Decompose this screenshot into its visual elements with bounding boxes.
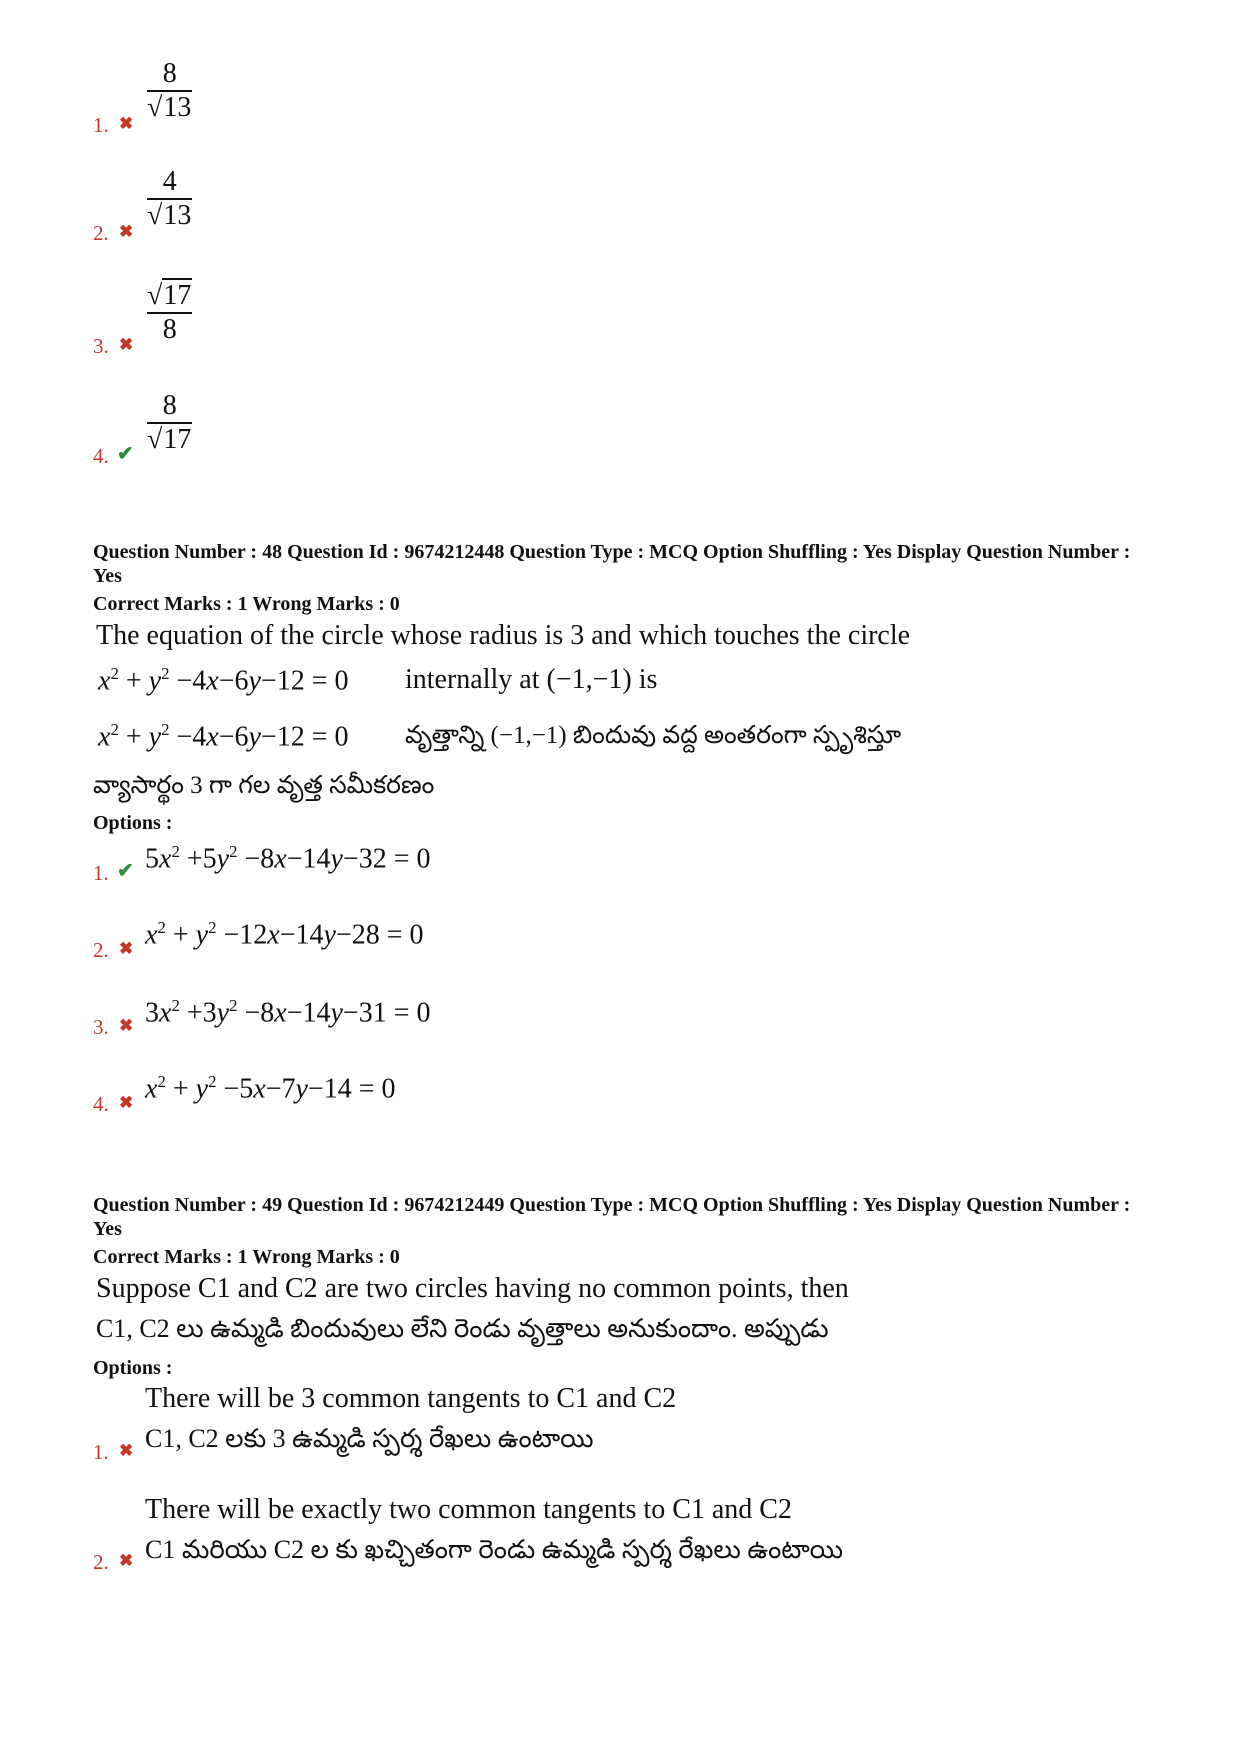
q49-text-en: Suppose C1 and C2 are two circles having no common points, then: [96, 1273, 849, 1304]
option-number: 1.: [93, 113, 109, 137]
denominator: 8: [162, 314, 177, 346]
correct-mark-icon: ✔: [117, 443, 134, 465]
numerator: 8: [162, 58, 177, 89]
q48-text-en-2: internally at (−1,−1) is: [405, 664, 658, 695]
numerator: 4: [162, 166, 177, 197]
wrong-mark-icon: ✖: [119, 1551, 134, 1570]
option-number: 1.: [93, 861, 109, 885]
option-equation: $5x^2 +5y^2 -8x-14y-32 = 0$: [145, 842, 431, 875]
wrong-mark-icon: ✖: [119, 1441, 134, 1460]
option-equation: $x^2 + y^2 -12x-14y-28 = 0$: [145, 918, 424, 951]
q49-options-label: Options :: [93, 1357, 173, 1379]
wrong-mark-icon: ✖: [119, 1093, 134, 1112]
fraction: 8 √13: [147, 58, 192, 124]
q48-text-te-1: వృత్తాన్ని (−1,−1) బిందువు వద్ద అంతరంగా స్పృశిస్తూ: [405, 722, 902, 749]
q48-text-te-2: వ్యాసార్థం 3 గా గల వృత్త సమీకరణం: [93, 772, 435, 799]
fraction: 4 √13: [147, 166, 192, 232]
option-number: 2.: [93, 1550, 109, 1574]
option-text-en: There will be 3 common tangents to C1 and C2: [145, 1383, 677, 1414]
q49-marks: Correct Marks : 1 Wrong Marks : 0: [93, 1246, 400, 1268]
option-equation: $3x^2 +3y^2 -8x-14y-31 = 0$: [145, 996, 431, 1029]
wrong-mark-icon: ✖: [119, 335, 134, 354]
option-number: 4.: [93, 1092, 109, 1116]
q48-circle-equation-te: $x^2 + y^2 -4x-6y-12 = 0$: [98, 720, 349, 753]
q48-marks: Correct Marks : 1 Wrong Marks : 0: [93, 593, 400, 615]
option-number: 2.: [93, 221, 109, 245]
option-number: 4.: [93, 444, 109, 468]
denominator: 17: [163, 424, 192, 456]
wrong-mark-icon: ✖: [119, 1016, 134, 1035]
fraction: 8 √17: [147, 390, 192, 456]
option-number: 1.: [93, 1440, 109, 1464]
q48-circle-equation: $x^2 + y^2 -4x-6y-12 = 0$: [98, 664, 349, 697]
fraction: √17 8: [147, 280, 192, 346]
q49-meta: Question Number : 49 Question Id : 9674212449 Question Type : MCQ Option Shuffling : Yes Display Question Number : Yes: [93, 1194, 1131, 1240]
option-equation: $x^2 + y^2 -5x-7y-14 = 0$: [145, 1072, 396, 1105]
option-number: 3.: [93, 334, 109, 358]
denominator: 13: [163, 92, 192, 124]
option-text-en: There will be exactly two common tangents to C1 and C2: [145, 1494, 792, 1525]
q48-options-label: Options :: [93, 812, 173, 834]
q48-text-en-1: The equation of the circle whose radius is 3 and which touches the circle: [96, 620, 911, 651]
q48-meta: Question Number : 48 Question Id : 9674212448 Question Type : MCQ Option Shuffling : Yes Display Question Number : Yes: [93, 541, 1131, 587]
numerator: 8: [162, 390, 177, 421]
wrong-mark-icon: ✖: [119, 222, 134, 241]
option-number: 3.: [93, 1015, 109, 1039]
numerator: 17: [163, 280, 192, 311]
denominator: 13: [163, 200, 192, 232]
correct-mark-icon: ✔: [117, 860, 134, 882]
wrong-mark-icon: ✖: [119, 939, 134, 958]
q49-text-te: C1, C2 లు ఉమ్మడి బిందువులు లేని రెండు వృత్తాలు అనుకుందాం. అప్పుడు: [96, 1314, 829, 1343]
option-text-te: C1 మరియు C2 ల కు ఖచ్చితంగా రెండు ఉమ్మడి స్పర్శ రేఖలు ఉంటాయి: [145, 1535, 844, 1564]
wrong-mark-icon: ✖: [119, 114, 134, 133]
option-text-te: C1, C2 లకు 3 ఉమ్మడి స్పర్శ రేఖలు ఉంటాయి: [145, 1424, 594, 1453]
option-number: 2.: [93, 938, 109, 962]
